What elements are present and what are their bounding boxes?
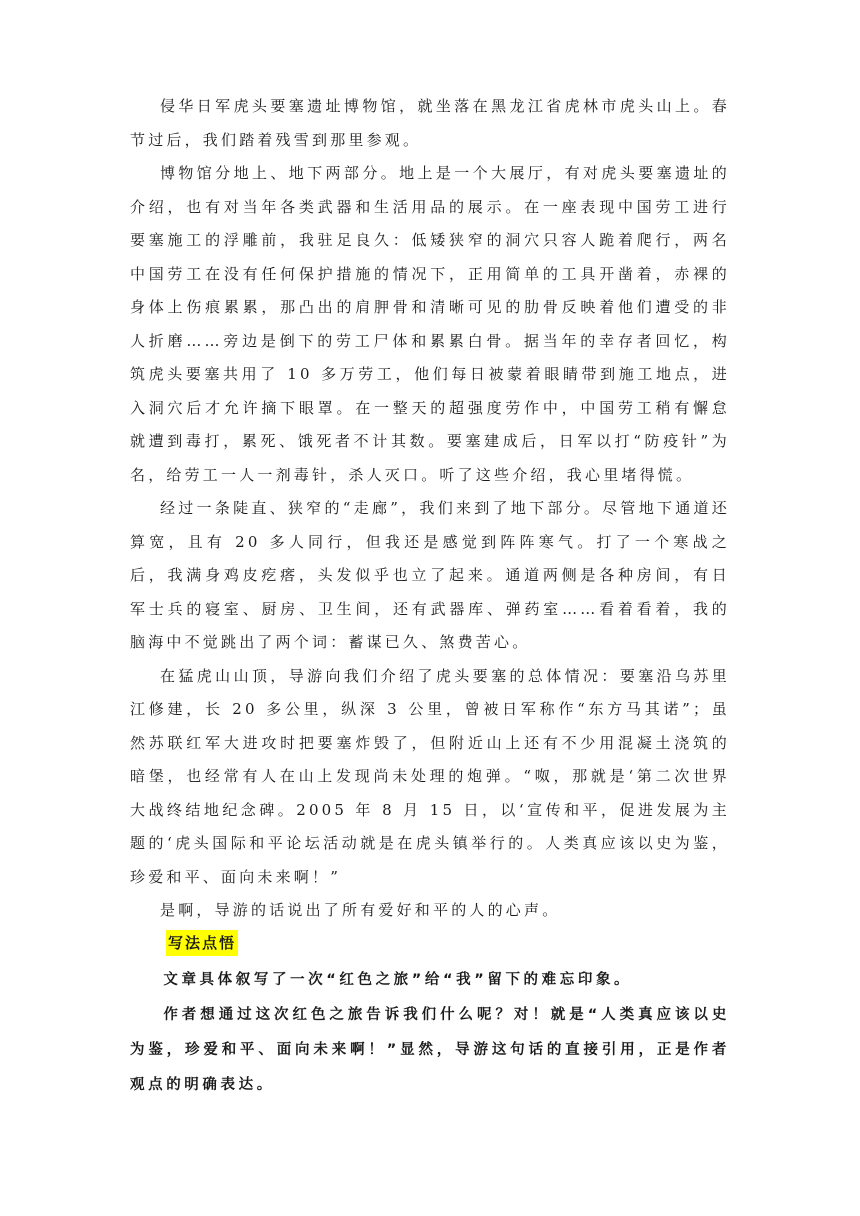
article-paragraph-3: 经过一条陡直、狭窄的“走廊”，我们来到了地下部分。尽管地下通道还算宽，且有 20 多人同行，但我还是感觉到阵阵寒气。打了一个寒战之后，我满身鸡皮疙瘩，头发似乎也立了起来。通道两侧是各种房间，有日军士兵的寝室、厨房、卫生间，还有武器库、弹药室……看着看着，我的脑海中不觉跳出了两个词：蓄谋已久、煞费苦心。 xyxy=(130,499,730,651)
article-paragraph-5: 是啊，导游的话说出了所有爱好和平的人的心声。 xyxy=(160,901,561,919)
writing-insight-note-1: 文章具体叙写了一次“红色之旅”给“我”留下的难忘印象。 xyxy=(163,971,633,988)
writing-insight-section xyxy=(130,930,730,963)
article-paragraph-1: 侵华日军虎头要塞遗址博物馆，就坐落在黑龙江省虎林市虎头山上。春节过后，我们踏着残雪到那里参观。 xyxy=(130,97,730,149)
article-paragraph-4: 在猛虎山山顶，导游向我们介绍了虎头要塞的总体情况：要塞沿乌苏里江修建，长 20 多公里，纵深 3 公里，曾被日军称作“东方马其诺”；虽然苏联红军大进攻时把要塞炸毁了，但附近山上还有不少用混凝土浇筑的暗堡，也经常有人在山上发现尚未处理的炮弹。“呶，那就是‘第二次世界大战终结地纪念碑。2005 年 8 月 15 日，以‘宣传和平，促进发展为主题的‘虎头国际和平论坛活动就是在虎头镇举行的。人类真应该以史为鉴，珍爱和平、面向未来啊！” xyxy=(130,666,730,886)
writing-insight-note-2: 作者想通过这次红色之旅告诉我们什么呢？对！就是“人类真应该以史为鉴，珍爱和平、面向未来啊！”显然，导游这句话的直接引用，正是作者观点的明确表达。 xyxy=(130,1006,730,1093)
document-page xyxy=(130,90,730,1103)
article-paragraph-2: 博物馆分地上、地下两部分。地上是一个大展厅，有对虎头要塞遗址的介绍，也有对当年各类武器和生活用品的展示。在一座表现中国劳工进行要塞施工的浮雕前，我驻足良久：低矮狭窄的洞穴只容人跪着爬行，两名中国劳工在没有任何保护措施的情况下，正用简单的工具开凿着，赤裸的身体上伤痕累累，那凸出的肩胛骨和清晰可见的肋骨反映着他们遭受的非人折磨……旁边是倒下的劳工尸体和累累白骨。据当年的幸存者回忆，构筑虎头要塞共用了 10 多万劳工，他们每日被蒙着眼睛带到施工地点，进入洞穴后才允许摘下眼罩。在一整天的超强度劳作中，中国劳工稍有懈怠就遭到毒打，累死、饿死者不计其数。要塞建成后，日军以打“防疫针”为名，给劳工一人一剂毒针，杀人灭口。听了这些介绍，我心里堵得慌。 xyxy=(130,164,730,484)
writing-insight-heading: 写法点悟 xyxy=(166,930,238,956)
